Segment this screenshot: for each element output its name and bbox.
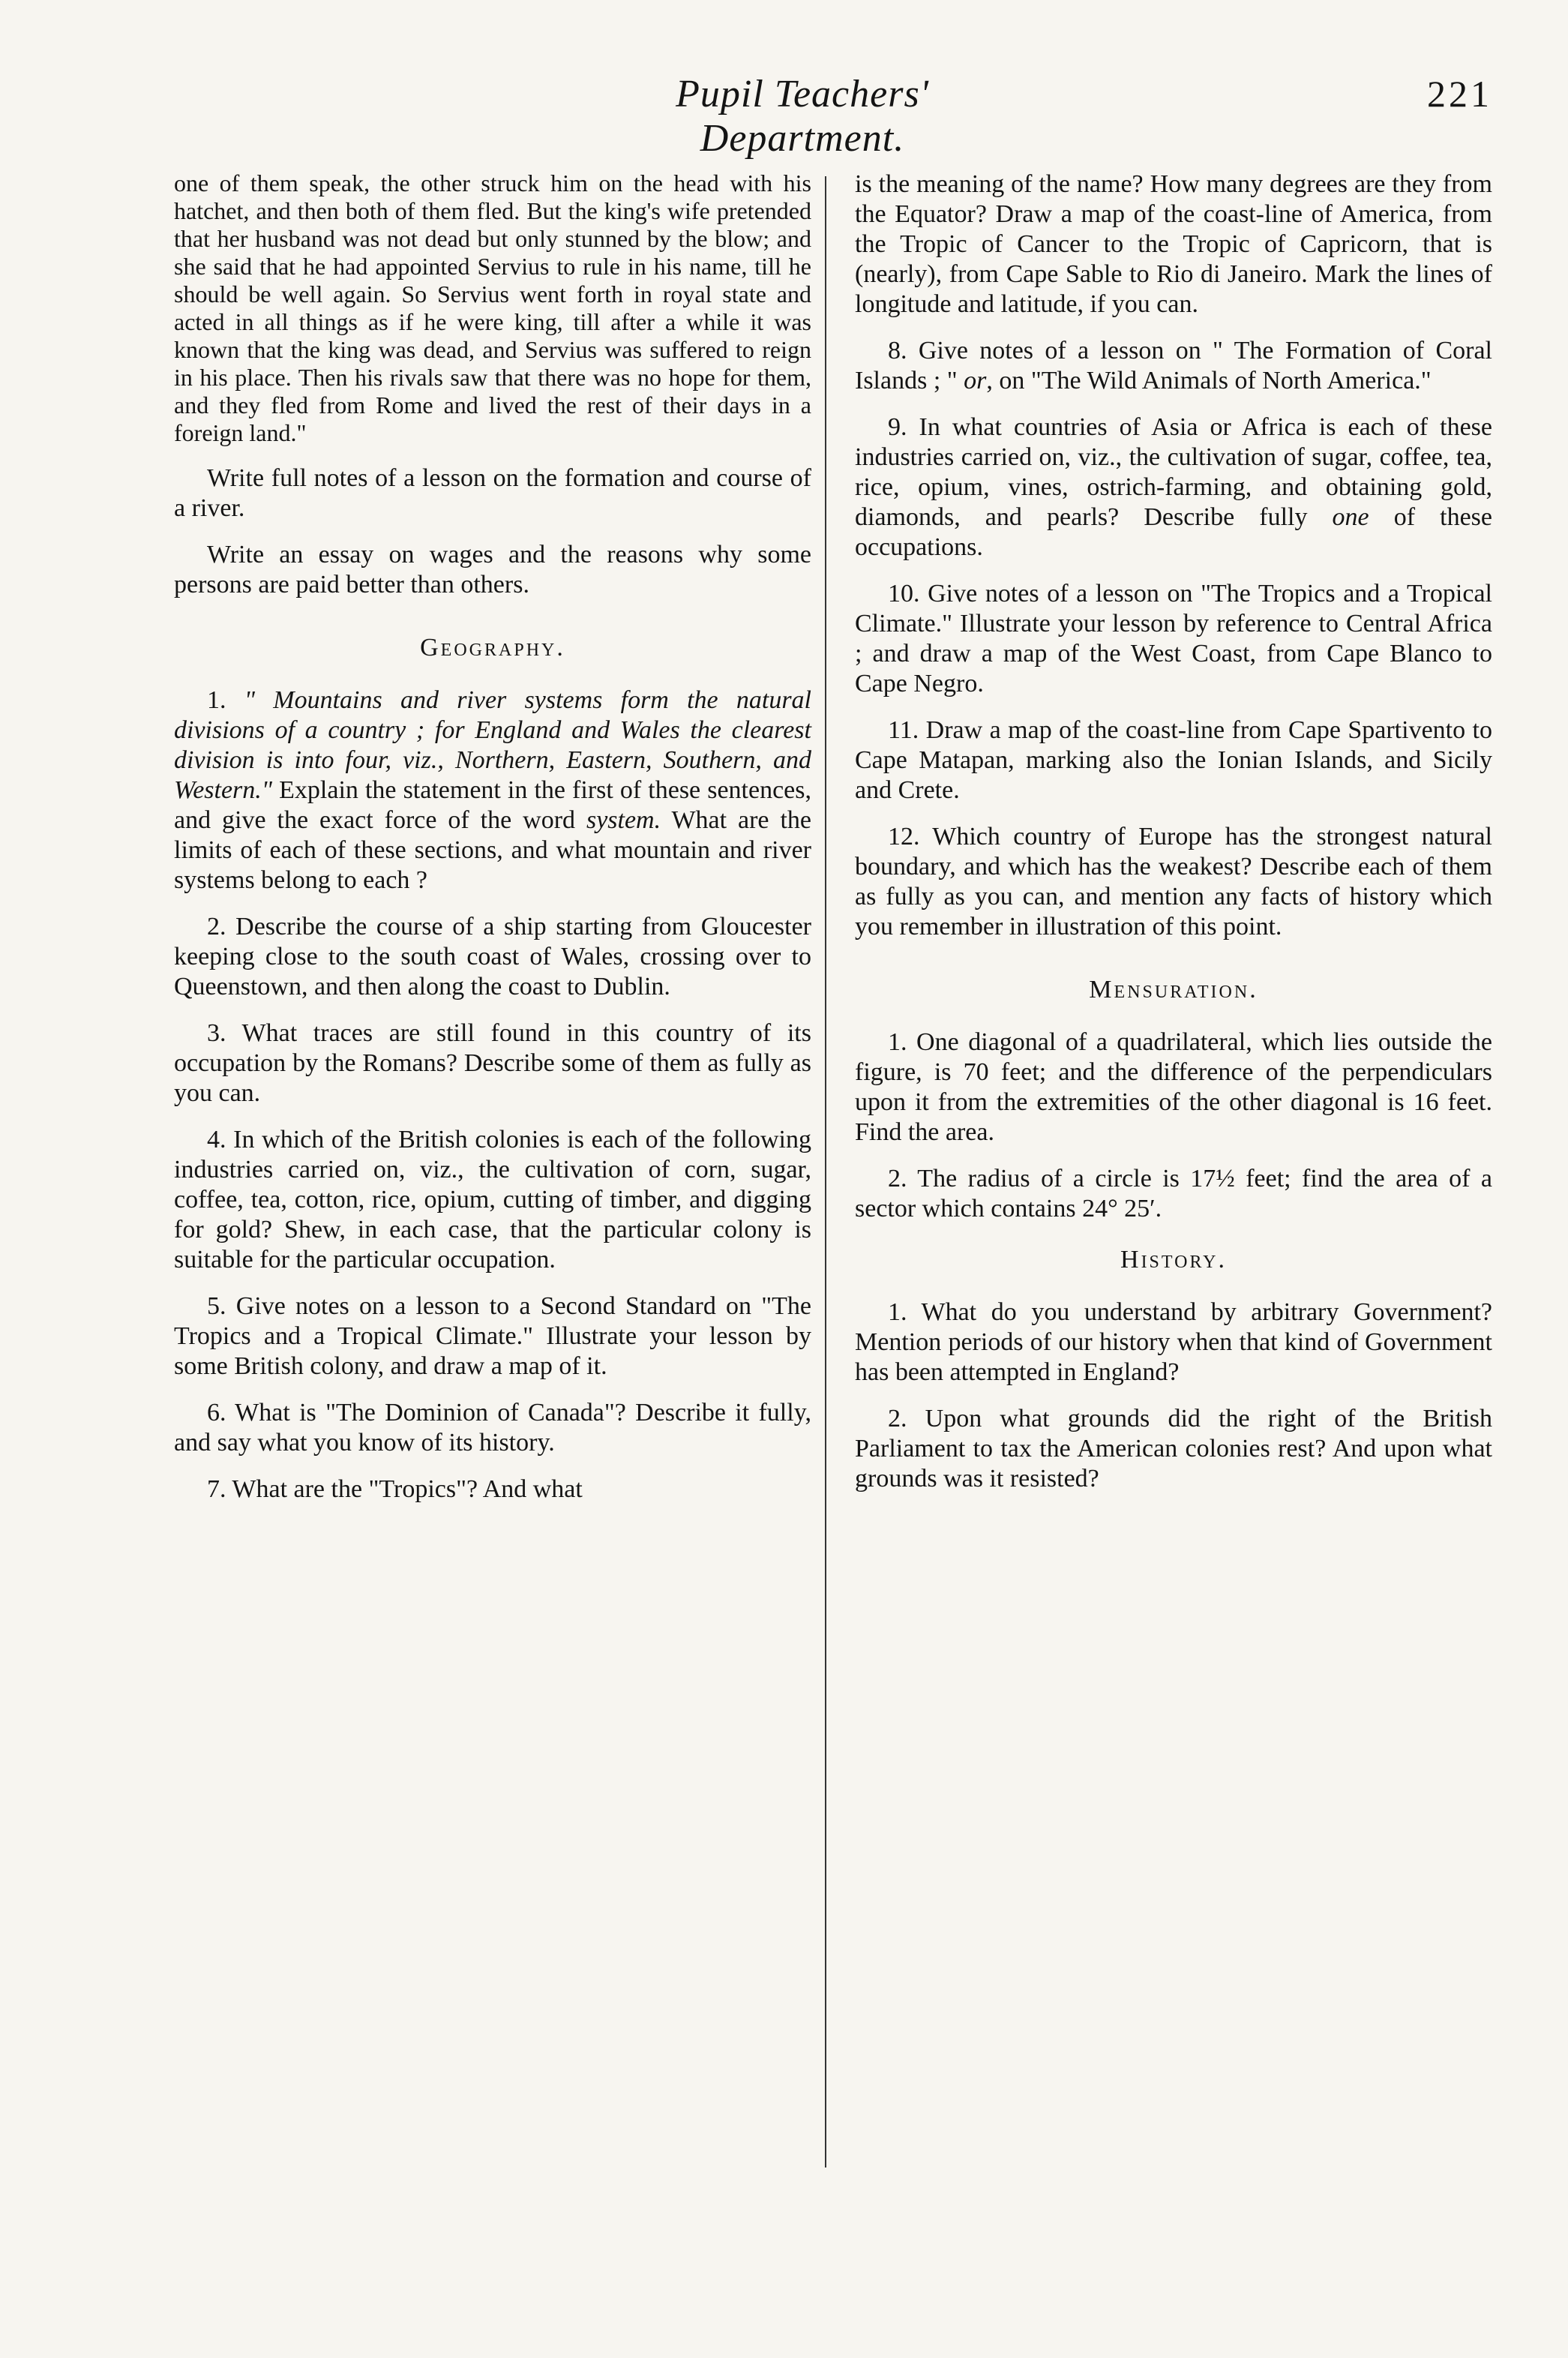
question-quote: " Mountains and river systems form the natural divisions of a country ; for England and Wales the clearest division is into four, viz., Northern, Eastern, Southern, and Western." [174,686,812,804]
history-question-1: 1. What do you understand by arbitrary Government? Mention periods of our history when that kind of Government has been attempted in England? [855,1298,1492,1386]
running-head [172,72,1492,160]
geography-question-7-start: 7. What are the "Tropics"? And what [207,1475,583,1503]
column-rule [825,176,826,2168]
question-italic-word: or [964,367,987,394]
geography-question-12: 12. Which country of Europe has the strongest natural boundary, and which has the weakest? Describe each of them as fully as you can, and mention any facts of history which you remember in illustration of this point. [855,823,1492,940]
question-text: 9. In what countries of Asia or Africa is each of these industries carried on, viz., the cultivation of sugar, coffee, tea, rice, opium, vines, ostrich-farming, and obtaining gold, diamonds, and pearls? Describe fully [855,413,1492,531]
geography-question-7-continued: is the meaning of the name? How many degrees are they from the Equator? Draw a map of the coast-line of America, from the Tropic of Cancer to the Tropic of Capricorn, that is (nearly), from Cape Sable to Rio di Janeiro. Mark the lines of longitude and latitude, if you can. [855,170,1492,318]
question-text: , on "The Wild Animals of North America." [986,367,1432,394]
right-column [855,170,1492,1510]
question-text: of these occupations. [855,503,1492,561]
question-essay-wages: Write an essay on wages and the reasons why some persons are paid better than others. [174,541,811,598]
geography-question-8 [855,336,1492,396]
geography-question-1 [174,686,811,896]
geography-question-10: 10. Give notes of a lesson on "The Tropics and a Tropical Climate." Illustrate your lesson by reference to Central Africa ; and draw a map of the West Coast, from Cape Blanco to Cape Negro. [855,580,1492,698]
question-number: 1. [207,686,226,714]
geography-question-3: 3. What traces are still found in this country of its occupation by the Romans? Describe some of them as fully as you can. [174,1019,811,1107]
geography-question-11: 11. Draw a map of the coast-line from Cape Spartivento to Cape Matapan, marking also the Ionian Islands, and Sicily and Crete. [855,716,1492,804]
question-text: 8. Give notes of a lesson on " The Formation of Coral Islands ; " [855,337,1492,394]
geography-heading: Geography. [420,634,565,662]
geography-question-6: 6. What is "The Dominion of Canada"? Describe it fully, and say what you know of its history. [174,1399,811,1456]
geography-question-5: 5. Give notes on a lesson to a Second Standard on "The Tropics and a Tropical Climate." Illustrate your lesson by some British colony, and draw a map of it. [174,1292,811,1380]
question-text: What are the limits of each of these sections, and what mountain and river systems belong to each ? [174,806,811,894]
question-notes-river: Write full notes of a lesson on the formation and course of a river. [174,464,811,522]
question-italic-word: system. [586,806,661,834]
running-title: Pupil Teachers' Department. [676,73,929,160]
mensuration-question-2: 2. The radius of a circle is 17½ feet; find the area of a sector which contains 24° 25′. [855,1165,1492,1222]
left-column [174,170,811,1521]
story-continuation: one of them speak, the other struck him on the head with his hatchet, and then both of them fled. But the king's wife pretended that her husband was not dead but only stunned by the blow; and she said that he had appointed Servius to rule in his name, till he should be well again. So Servius went forth in royal state and acted in all things as if he were king, till after a while it was known that the king was dead, and Servius was suffered to reign in his place. Then his rivals saw that there was no hope for them, and they fled from Rome and lived the rest of their days in a foreign land." [174,170,811,446]
question-italic-word: one [1332,503,1369,531]
geography-question-4: 4. In which of the British colonies is each of the following industries carried on, viz., the cultivation of corn, sugar, coffee, tea, cotton, rice, opium, cutting of timber, and digging for gold? Shew, in each case, that the particular colony is suitable for the particular occupation. [174,1126,811,1274]
mensuration-heading: Mensuration. [1089,976,1258,1004]
mensuration-question-1: 1. One diagonal of a quadrilateral, which lies outside the figure, is 70 feet; and the difference of the perpendiculars upon it from the extremities of the other diagonal is 16 feet. Find the area. [855,1028,1492,1146]
page-number: 221 [1427,73,1492,115]
geography-question-9 [855,412,1492,562]
question-text: Explain the statement in the first of these sentences, and give the exact force of the word [174,776,811,834]
history-question-2: 2. Upon what grounds did the right of the British Parliament to tax the American colonies rest? And upon what grounds was it resisted? [855,1405,1492,1492]
geography-question-2: 2. Describe the course of a ship starting from Gloucester keeping close to the south coast of Wales, crossing over to Queenstown, and then along the coast to Dublin. [174,913,811,1000]
history-heading: History. [1120,1246,1227,1274]
